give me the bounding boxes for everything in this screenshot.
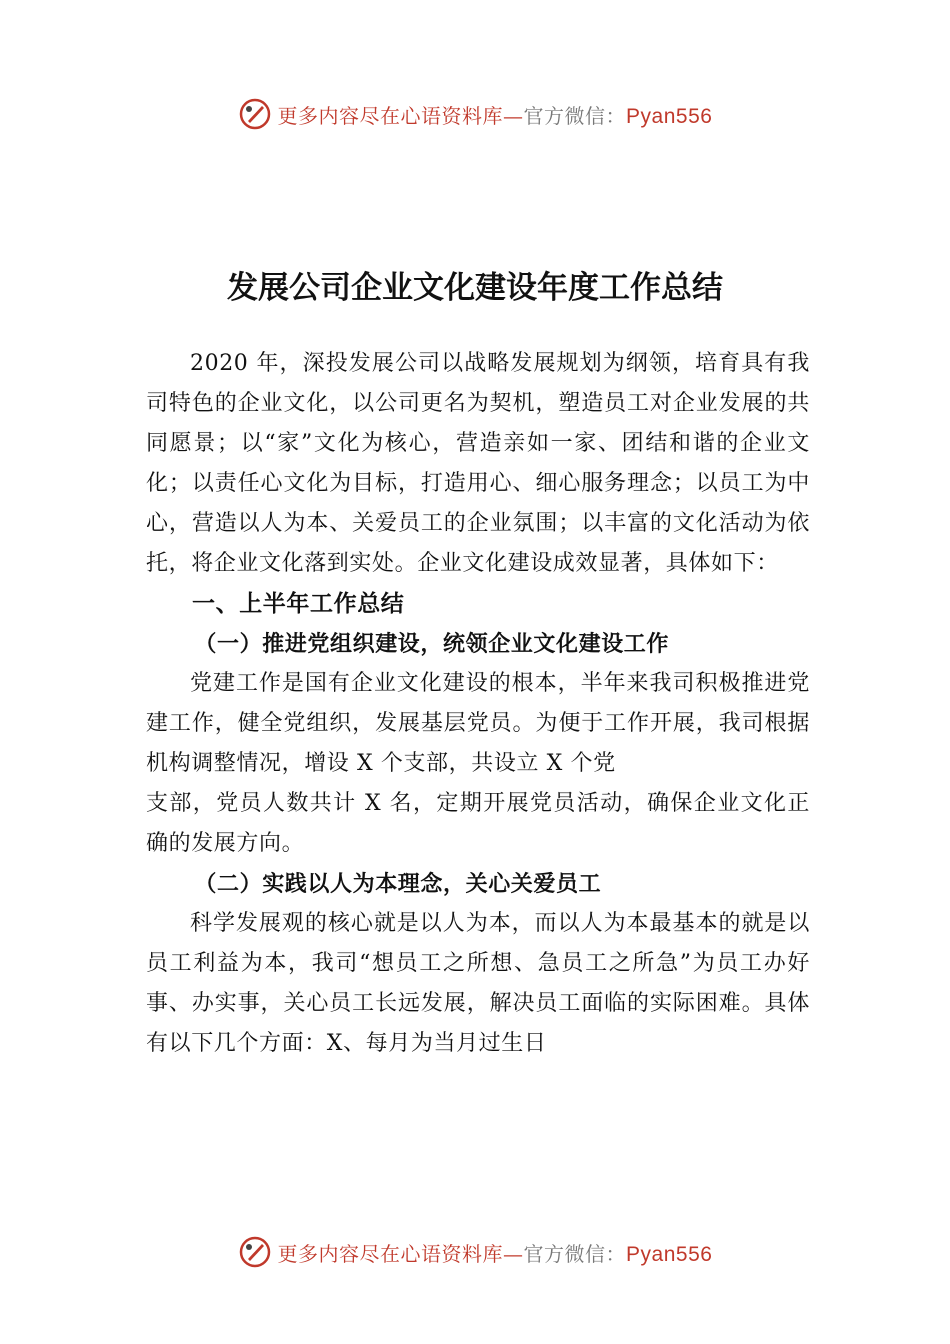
watermark-separator: — [503, 1241, 524, 1266]
watermark-separator: — [503, 103, 524, 128]
watermark-wechat-id: Pyan556 [626, 104, 713, 128]
header-watermark [0, 94, 950, 134]
brand-logo-icon [238, 1235, 272, 1269]
subsection-1-paragraph-continued: 支部，党员人数共计 X 名，定期开展党员活动，确保企业文化正确的发展方向。 [146, 791, 810, 856]
subsection-1-paragraph: 党建工作是国有企业文化建设的根本，半年来我司积极推进党建工作，健全党组织，发展基层党员。为便于工作开展，我司根据机构调整情况，增设 X 个支部，共设立 X 个党 [146, 671, 810, 776]
watermark-brand: 更多内容尽在心语资料库 [277, 1241, 504, 1266]
intro-paragraph: 2020 年，深投发展公司以战略发展规划为纲领，培育具有我司特色的企业文化，以公司更名为契机，塑造员工对企业发展的共同愿景；以“家”文化为核心，营造亲如一家、团结和谐的企业文化；以责任心文化为目标，打造用心、细心服务理念；以员工为中心，营造以人为本、关爱员工的企业氛围；以丰富的文化活动为依托，将企业文化落到实处。企业文化建设成效显著，具体如下： [146, 351, 810, 576]
brand-logo-icon [238, 97, 272, 131]
watermark-wechat-label: 官方微信： [523, 103, 627, 128]
subsection-2-paragraph: 科学发展观的核心就是以人为本，而以人为本最基本的就是以员工利益为本，我司“想员工之所想、急员工之所急”为员工办好事、办实事，关心员工长远发展，解决员工面临的实际困难。具体有以下几个方面：X、每月为当月过生日 [146, 911, 810, 1056]
watermark-wechat-id: Pyan556 [626, 1242, 713, 1266]
footer-watermark [0, 1232, 950, 1272]
watermark-brand: 更多内容尽在心语资料库 [277, 103, 504, 128]
document-title: 发展公司企业文化建设年度工作总结 [227, 270, 723, 306]
section-heading: 一、上半年工作总结 [192, 591, 405, 617]
subsection-heading-1: （一）推进党组织建设，统领企业文化建设工作 [194, 631, 669, 657]
watermark-wechat-label: 官方微信： [523, 1241, 627, 1266]
subsection-heading-2: （二）实践以人为本理念，关心关爱员工 [194, 871, 602, 897]
document-body [146, 344, 810, 1064]
